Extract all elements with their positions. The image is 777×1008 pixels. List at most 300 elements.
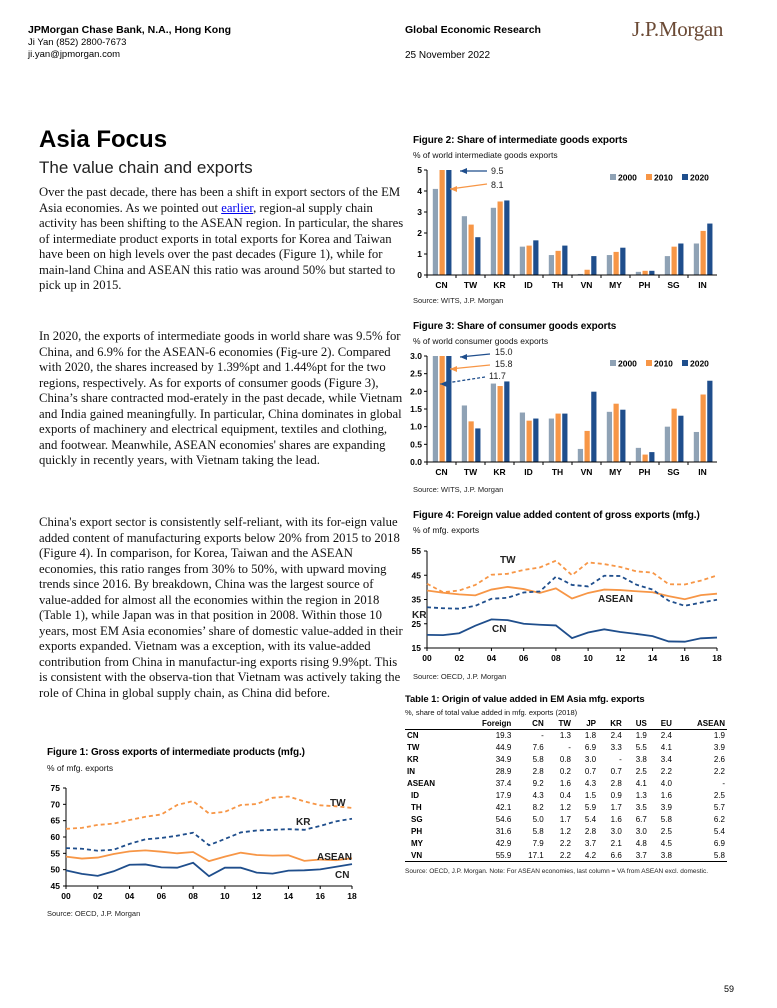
series-label: CN bbox=[492, 624, 507, 635]
table-cell: 2.2 bbox=[713, 767, 725, 776]
bar-th-2020 bbox=[562, 246, 567, 275]
table-cell: SG bbox=[411, 815, 423, 824]
table-cell: 4.3 bbox=[584, 779, 597, 788]
table-cell: 2.5 bbox=[660, 827, 672, 836]
x-tick-label: 06 bbox=[156, 891, 167, 901]
figure-1-title: Figure 1: Gross exports of intermediate products (mfg.) bbox=[47, 747, 305, 758]
table-cell: 2.2 bbox=[559, 839, 571, 848]
x-tick-label: PH bbox=[638, 467, 651, 477]
bar-th-2020 bbox=[562, 414, 567, 462]
table-cell: 1.7 bbox=[559, 815, 571, 824]
jpmorgan-logo: J.P.Morgan bbox=[632, 17, 724, 41]
x-tick-label: IN bbox=[698, 467, 707, 477]
x-tick-label: 12 bbox=[615, 653, 626, 663]
x-tick-label: KR bbox=[493, 467, 506, 477]
table-cell: 3.4 bbox=[660, 755, 672, 764]
y-tick-label: 70 bbox=[50, 799, 60, 810]
bar-kr-2020 bbox=[504, 200, 509, 275]
table-cell: 5.5 bbox=[635, 743, 647, 752]
figure-4-title: Figure 4: Foreign value added content of gross exports (mfg.) bbox=[413, 510, 700, 521]
table-cell: 3.0 bbox=[584, 755, 597, 764]
bar-id-2020 bbox=[533, 240, 538, 275]
x-tick-label: 08 bbox=[188, 891, 198, 901]
legend-swatch bbox=[646, 174, 652, 180]
x-tick-label: TH bbox=[551, 467, 564, 477]
legend-swatch bbox=[610, 360, 616, 366]
series-label: ASEAN bbox=[317, 852, 353, 863]
table-cell: PH bbox=[411, 827, 423, 836]
y-tick-label: 0 bbox=[417, 270, 422, 280]
table-cell: 5.8 bbox=[660, 815, 672, 824]
bar-my-2000 bbox=[607, 412, 612, 462]
y-tick-label: 3.0 bbox=[410, 351, 422, 361]
bar-my-2020 bbox=[620, 410, 625, 462]
table-cell: 3.9 bbox=[713, 743, 725, 752]
y-tick-label: 50 bbox=[50, 864, 60, 875]
table-cell: 2.8 bbox=[532, 767, 544, 776]
x-tick-label: 16 bbox=[680, 653, 690, 663]
bar-in-2020 bbox=[707, 224, 712, 275]
table-cell: 7.6 bbox=[532, 743, 544, 752]
bar-th-2010 bbox=[556, 414, 561, 462]
table-cell: 54.6 bbox=[495, 815, 512, 824]
bar-sg-2000 bbox=[665, 427, 670, 462]
bar-vn-2000 bbox=[578, 449, 583, 462]
table-column-header: ASEAN bbox=[674, 718, 727, 730]
table-cell: 2.6 bbox=[713, 755, 725, 764]
bar-cn-2020 bbox=[446, 356, 451, 462]
table-cell: 1.5 bbox=[584, 791, 597, 800]
table-cell: 0.7 bbox=[610, 767, 622, 776]
bar-my-2020 bbox=[620, 248, 625, 275]
series-line-cn bbox=[66, 863, 352, 876]
table-row bbox=[405, 742, 727, 754]
bar-th-2000 bbox=[549, 419, 554, 462]
bar-annotation: 8.1 bbox=[491, 180, 504, 190]
table-cell: 19.3 bbox=[495, 731, 512, 741]
table-cell: 42.1 bbox=[495, 803, 512, 812]
page-number: 59 bbox=[724, 984, 735, 994]
bar-ph-2020 bbox=[649, 271, 654, 275]
table-cell: - bbox=[722, 779, 725, 788]
table-cell: 2.2 bbox=[660, 767, 672, 776]
table-cell: 0.2 bbox=[559, 767, 571, 776]
table-cell: 1.2 bbox=[559, 803, 571, 812]
bar-id-2010 bbox=[527, 246, 532, 275]
x-tick-label: VN bbox=[580, 467, 593, 477]
bar-vn-2020 bbox=[591, 392, 596, 462]
table-cell: 5.8 bbox=[532, 755, 544, 764]
bar-ph-2020 bbox=[649, 452, 654, 462]
bar-kr-2010 bbox=[498, 202, 503, 276]
y-tick-label: 0.0 bbox=[410, 457, 422, 467]
table-cell: - bbox=[568, 743, 571, 752]
table-column-header: EU bbox=[649, 718, 674, 730]
bar-my-2010 bbox=[614, 252, 619, 275]
bar-annotation: 15.8 bbox=[495, 359, 513, 369]
table-column-header: US bbox=[624, 718, 649, 730]
series-label: CN bbox=[335, 870, 350, 881]
bar-in-2000 bbox=[694, 432, 699, 462]
bar-kr-2000 bbox=[491, 208, 496, 275]
x-tick-label: 08 bbox=[551, 653, 561, 663]
table-cell: IN bbox=[407, 767, 415, 776]
table-row bbox=[405, 814, 727, 826]
y-tick-label: 2.0 bbox=[410, 386, 422, 397]
bar-cn-2010 bbox=[440, 170, 445, 275]
bar-sg-2020 bbox=[678, 244, 683, 276]
series-line-asean bbox=[66, 850, 352, 861]
figure-3-subtitle: % of world consumer goods exports bbox=[413, 336, 549, 346]
table-column-header: TW bbox=[546, 718, 573, 730]
table-cell: 5.4 bbox=[584, 815, 597, 824]
table-cell: 2.4 bbox=[610, 731, 622, 741]
x-tick-label: PH bbox=[638, 280, 651, 290]
bar-kr-2010 bbox=[498, 386, 503, 462]
table-cell: 1.6 bbox=[660, 791, 672, 800]
table-cell: 42.9 bbox=[495, 839, 512, 848]
y-tick-label: 55 bbox=[411, 546, 421, 556]
figure-1-subtitle: % of mfg. exports bbox=[47, 763, 114, 773]
figure-3-title: Figure 3: Share of consumer goods exports bbox=[413, 321, 617, 332]
paragraph-1-text-b: , region-al supply chain activity has been shifting to the ASEAN region. In particular, the shares of intermediate product exports in total exports for Korea and Taiwan have been on high levels over the past decades (Figure 1), while for main-land China and ASEAN this ratio was around 50% but started to pick up in 2015. bbox=[39, 200, 404, 292]
bar-sg-2010 bbox=[672, 247, 677, 275]
series-line-cn bbox=[427, 619, 717, 641]
table-row bbox=[405, 766, 727, 778]
table-cell: 5.8 bbox=[532, 827, 544, 836]
y-tick-label: 75 bbox=[50, 783, 60, 793]
table-cell: 4.1 bbox=[660, 743, 672, 752]
bar-id-2000 bbox=[520, 413, 525, 462]
x-tick-label: 16 bbox=[315, 891, 325, 901]
legend-label: 2000 bbox=[618, 358, 637, 369]
table-cell: 1.6 bbox=[610, 815, 622, 824]
figure-2-subtitle: % of world intermediate goods exports bbox=[413, 150, 558, 160]
bar-in-2020 bbox=[707, 381, 712, 462]
x-tick-label: TW bbox=[463, 280, 478, 290]
figure-3-chart bbox=[405, 346, 730, 481]
y-tick-label: 1.5 bbox=[410, 404, 422, 414]
bar-annotation: 15.0 bbox=[495, 347, 513, 357]
y-tick-label: 55 bbox=[50, 848, 60, 859]
bar-annotation: 11.7 bbox=[489, 371, 506, 381]
y-tick-label: 65 bbox=[50, 815, 60, 826]
table-column-header: CN bbox=[513, 718, 545, 730]
table-row bbox=[405, 802, 727, 814]
x-tick-label: CN bbox=[435, 467, 448, 477]
table-cell: 7.9 bbox=[532, 839, 544, 848]
table-cell: 17.9 bbox=[495, 791, 512, 800]
table-cell: TW bbox=[407, 743, 420, 752]
series-label: KR bbox=[412, 610, 427, 621]
figure-4-chart bbox=[405, 543, 730, 668]
bar-my-2000 bbox=[607, 255, 612, 275]
header-date: 25 November 2022 bbox=[405, 50, 491, 61]
bar-th-2000 bbox=[549, 255, 554, 275]
bar-cn-2000 bbox=[433, 356, 438, 462]
bar-in-2010 bbox=[701, 395, 706, 462]
paragraph-1-text-a: Over the past decade, there has been a shift in export sectors of the EM Asia economies. As we pointed out bbox=[39, 185, 401, 215]
table-row bbox=[405, 754, 727, 766]
table-header-row bbox=[405, 718, 727, 730]
bar-ph-2010 bbox=[643, 455, 648, 462]
series-label: TW bbox=[330, 798, 346, 809]
y-tick-label: 1.0 bbox=[410, 421, 422, 432]
table-cell: 0.9 bbox=[610, 791, 622, 800]
bar-id-2010 bbox=[527, 421, 532, 462]
table-cell: 0.8 bbox=[559, 755, 571, 764]
x-tick-label: 12 bbox=[251, 891, 262, 901]
table-column-header: KR bbox=[598, 718, 624, 730]
table-cell: 2.5 bbox=[713, 791, 725, 800]
y-tick-label: 1 bbox=[417, 249, 422, 259]
table-cell: ID bbox=[411, 791, 419, 800]
x-tick-label: MY bbox=[609, 280, 622, 290]
x-tick-label: 18 bbox=[712, 653, 722, 663]
x-tick-label: TH bbox=[551, 280, 564, 290]
figure-1-chart bbox=[30, 778, 365, 903]
header-department: Global Economic Research bbox=[405, 24, 541, 36]
bar-vn-2020 bbox=[591, 256, 596, 275]
table-cell: MY bbox=[411, 839, 423, 848]
x-tick-label: 10 bbox=[583, 653, 593, 663]
table-cell: 1.9 bbox=[635, 731, 647, 741]
x-tick-label: 02 bbox=[93, 891, 103, 901]
y-tick-label: 0.5 bbox=[410, 439, 422, 450]
table-cell: 4.0 bbox=[660, 779, 672, 788]
bar-tw-2000 bbox=[462, 405, 467, 462]
table-cell: 4.2 bbox=[573, 850, 598, 862]
paragraph-2: In 2020, the exports of intermediate goods in world share was 9.5% for China, and 6.9% for the ASEAN-6 economies (Fig-ure 2). Compared with 2020, the shares increased by 1.39%pt and 1.44%pt for the two regions, respectively. As for exports of consumer goods (Figure 3), China’s share contracted mod-erately in the past decade, while Vietnam and India gained meaningfully. In particular, China dominates in global exports of machinery and electrical equipment, textiles and clothing, and footwear. Meanwhile, ASEAN economies' shares are expanding quickly in recently years, with Vietnam taking the lead. bbox=[39, 329, 403, 467]
table-cell: 2.8 bbox=[584, 827, 597, 836]
table-cell: 1.8 bbox=[584, 731, 597, 741]
table-cell: 6.2 bbox=[713, 815, 725, 824]
x-tick-label: ID bbox=[524, 280, 533, 290]
table-cell: TH bbox=[411, 803, 422, 812]
table-row bbox=[405, 838, 727, 850]
bar-tw-2020 bbox=[475, 237, 480, 275]
x-tick-label: SG bbox=[667, 467, 680, 477]
table-cell: 8.2 bbox=[532, 803, 544, 812]
paragraph-1 bbox=[39, 185, 404, 294]
x-tick-label: 18 bbox=[347, 891, 357, 901]
table-cell: 55.9 bbox=[458, 850, 513, 862]
table-cell: 3.9 bbox=[660, 803, 672, 812]
table-cell: 1.7 bbox=[610, 803, 622, 812]
figure-2-chart bbox=[405, 162, 730, 292]
table-cell: 3.8 bbox=[649, 850, 674, 862]
table-column-header: JP bbox=[573, 718, 598, 730]
table-cell: 2.1 bbox=[610, 839, 622, 848]
earlier-link[interactable]: earlier bbox=[221, 200, 254, 215]
table-cell: KR bbox=[407, 755, 419, 764]
y-tick-label: 5 bbox=[417, 165, 422, 175]
legend-swatch bbox=[682, 360, 688, 366]
x-tick-label: 14 bbox=[283, 891, 294, 901]
x-tick-label: 10 bbox=[220, 891, 230, 901]
table-cell: 3.0 bbox=[635, 827, 647, 836]
table-cell: 3.7 bbox=[584, 839, 597, 848]
header-entity: JPMorgan Chase Bank, N.A., Hong Kong bbox=[28, 24, 232, 36]
series-line-tw bbox=[427, 561, 717, 593]
table-cell: 6.9 bbox=[584, 743, 597, 752]
bar-th-2010 bbox=[556, 251, 561, 275]
table-1-title: Table 1: Origin of value added in EM Asia mfg. exports bbox=[405, 694, 645, 705]
table-cell: 1.2 bbox=[559, 827, 571, 836]
table-row bbox=[405, 850, 727, 862]
table-cell: 1.3 bbox=[635, 791, 647, 800]
table-row bbox=[405, 826, 727, 838]
table-row bbox=[405, 790, 727, 802]
bar-sg-2000 bbox=[665, 256, 670, 275]
x-tick-label: ID bbox=[524, 467, 533, 477]
table-cell: 4.3 bbox=[532, 791, 544, 800]
legend-label: 2000 bbox=[618, 172, 637, 183]
header-email[interactable]: ji.yan@jpmorgan.com bbox=[28, 49, 121, 60]
page-title: Asia Focus bbox=[39, 126, 168, 153]
series-label: ASEAN bbox=[598, 594, 634, 605]
table-cell: 6.9 bbox=[713, 839, 725, 848]
table-column-header: Foreign bbox=[458, 718, 513, 730]
table-cell: 37.4 bbox=[495, 779, 512, 788]
table-cell: 1.3 bbox=[559, 731, 571, 741]
figure-4-source: Source: OECD, J.P. Morgan bbox=[413, 672, 507, 681]
table-row bbox=[405, 730, 727, 742]
y-tick-label: 3 bbox=[417, 207, 422, 217]
table-cell: 4.1 bbox=[635, 779, 647, 788]
table-cell: 34.9 bbox=[495, 755, 512, 764]
x-tick-label: TW bbox=[463, 467, 478, 477]
bar-tw-2020 bbox=[475, 428, 480, 462]
table-cell: 44.9 bbox=[495, 743, 512, 752]
series-line-kr bbox=[427, 576, 717, 609]
table-cell: 0.7 bbox=[584, 767, 597, 776]
table-cell: 5.0 bbox=[532, 815, 544, 824]
table-cell: 3.0 bbox=[610, 827, 622, 836]
y-tick-label: 25 bbox=[411, 618, 421, 629]
table-cell: 3.7 bbox=[624, 850, 649, 862]
figure-3-source: Source: WITS, J.P. Morgan bbox=[413, 485, 504, 494]
table-cell: 2.5 bbox=[635, 767, 647, 776]
table-cell: ASEAN bbox=[407, 779, 436, 788]
table-cell: CN bbox=[407, 731, 419, 741]
legend-swatch bbox=[682, 174, 688, 180]
bar-id-2000 bbox=[520, 247, 525, 275]
table-column-header bbox=[405, 718, 458, 730]
bar-tw-2000 bbox=[462, 216, 467, 275]
table-1-subtitle: %, share of total value added in mfg. exports (2018) bbox=[405, 708, 578, 717]
x-tick-label: CN bbox=[435, 280, 448, 290]
bar-tw-2010 bbox=[469, 225, 474, 275]
table-row bbox=[405, 778, 727, 790]
y-tick-label: 45 bbox=[411, 570, 421, 581]
table-cell: 0.4 bbox=[559, 791, 571, 800]
legend-label: 2010 bbox=[654, 172, 673, 183]
series-label: TW bbox=[500, 555, 516, 566]
page-subtitle: The value chain and exports bbox=[39, 158, 253, 177]
paragraph-3: China's export sector is consistently self-reliant, with its for-eign value added content of manufacturing exports below 20% from 2015 to 2018 (Figure 4). In comparison, for Korea, Taiwan and the ASEAN economies, this ratio ranges from 30% to 50%, with upward moving trends since 2016. By breakdown, China was the largest source of value-added for almost all the economies within the region in 2018 (Table 1), while Japan was in that position in 2008. Within those 10 years, most EM Asia economies’ share of domestic value-added in their exports expanded. Vietnam was a exception, with its value-added contribution from China in manufactur-ing exports rising 9.9%pt. This is consistent with the observa-tion that Vietnam was actively taking the role of China in global supply chain, as China did before. bbox=[39, 515, 403, 700]
table-cell: 4.8 bbox=[635, 839, 647, 848]
y-tick-label: 4 bbox=[417, 186, 422, 196]
figure-1-source: Source: OECD, J.P. Morgan bbox=[47, 909, 141, 918]
series-line-asean bbox=[427, 587, 717, 599]
x-tick-label: 00 bbox=[422, 653, 432, 663]
table-cell: 9.2 bbox=[532, 779, 544, 788]
x-tick-label: 06 bbox=[518, 653, 529, 663]
x-tick-label: 00 bbox=[61, 891, 71, 901]
bar-kr-2000 bbox=[491, 384, 496, 462]
bar-sg-2020 bbox=[678, 416, 683, 462]
table-cell: 17.1 bbox=[513, 850, 545, 862]
x-tick-label: VN bbox=[580, 280, 593, 290]
table-cell: 5.8 bbox=[674, 850, 727, 862]
table-cell: - bbox=[541, 731, 544, 741]
x-tick-label: SG bbox=[667, 280, 680, 290]
table-cell: 3.5 bbox=[635, 803, 647, 812]
bar-my-2010 bbox=[614, 404, 619, 462]
table-cell: 5.9 bbox=[584, 803, 597, 812]
y-tick-label: 45 bbox=[50, 881, 60, 891]
bar-id-2020 bbox=[533, 419, 538, 462]
figure-2-source: Source: WITS, J.P. Morgan bbox=[413, 296, 504, 305]
table-cell: 4.5 bbox=[660, 839, 672, 848]
x-tick-label: KR bbox=[493, 280, 506, 290]
bar-tw-2010 bbox=[469, 421, 474, 462]
bar-cn-2010 bbox=[440, 356, 445, 462]
table-cell: 6.7 bbox=[635, 815, 647, 824]
legend-label: 2020 bbox=[690, 358, 709, 369]
table-cell: 5.4 bbox=[713, 827, 725, 836]
legend-label: 2010 bbox=[654, 358, 673, 369]
table-cell: 5.7 bbox=[713, 803, 725, 812]
legend-swatch bbox=[610, 174, 616, 180]
bar-kr-2020 bbox=[504, 381, 509, 462]
table-cell: 2.2 bbox=[546, 850, 573, 862]
legend-label: 2020 bbox=[690, 172, 709, 183]
x-tick-label: IN bbox=[698, 280, 707, 290]
legend-swatch bbox=[646, 360, 652, 366]
table-cell: 2.4 bbox=[660, 731, 672, 741]
table-cell: VN bbox=[405, 850, 458, 862]
y-tick-label: 35 bbox=[411, 594, 421, 605]
bar-vn-2010 bbox=[585, 431, 590, 462]
table-cell: 1.9 bbox=[713, 731, 725, 741]
x-tick-label: 04 bbox=[486, 653, 497, 663]
table-cell: - bbox=[619, 755, 622, 764]
bar-vn-2010 bbox=[585, 270, 590, 275]
y-tick-label: 15 bbox=[411, 643, 421, 653]
x-tick-label: 14 bbox=[647, 653, 658, 663]
table-cell: 3.8 bbox=[635, 755, 647, 764]
header-author: Ji Yan (852) 2800-7673 bbox=[28, 37, 127, 48]
table-cell: 1.6 bbox=[559, 779, 571, 788]
y-tick-label: 60 bbox=[50, 832, 60, 842]
series-label: KR bbox=[296, 817, 311, 828]
bar-cn-2000 bbox=[433, 189, 438, 275]
table-cell: 2.8 bbox=[610, 779, 622, 788]
bar-in-2000 bbox=[694, 244, 699, 276]
bar-sg-2010 bbox=[672, 409, 677, 462]
x-tick-label: 04 bbox=[124, 891, 135, 901]
x-tick-label: 02 bbox=[454, 653, 464, 663]
table-cell: 6.6 bbox=[598, 850, 624, 862]
bar-ph-2010 bbox=[643, 271, 648, 275]
bar-annotation: 9.5 bbox=[491, 166, 504, 176]
y-tick-label: 2 bbox=[417, 228, 422, 238]
bar-in-2010 bbox=[701, 231, 706, 275]
x-tick-label: MY bbox=[609, 467, 622, 477]
table-1 bbox=[405, 718, 727, 862]
